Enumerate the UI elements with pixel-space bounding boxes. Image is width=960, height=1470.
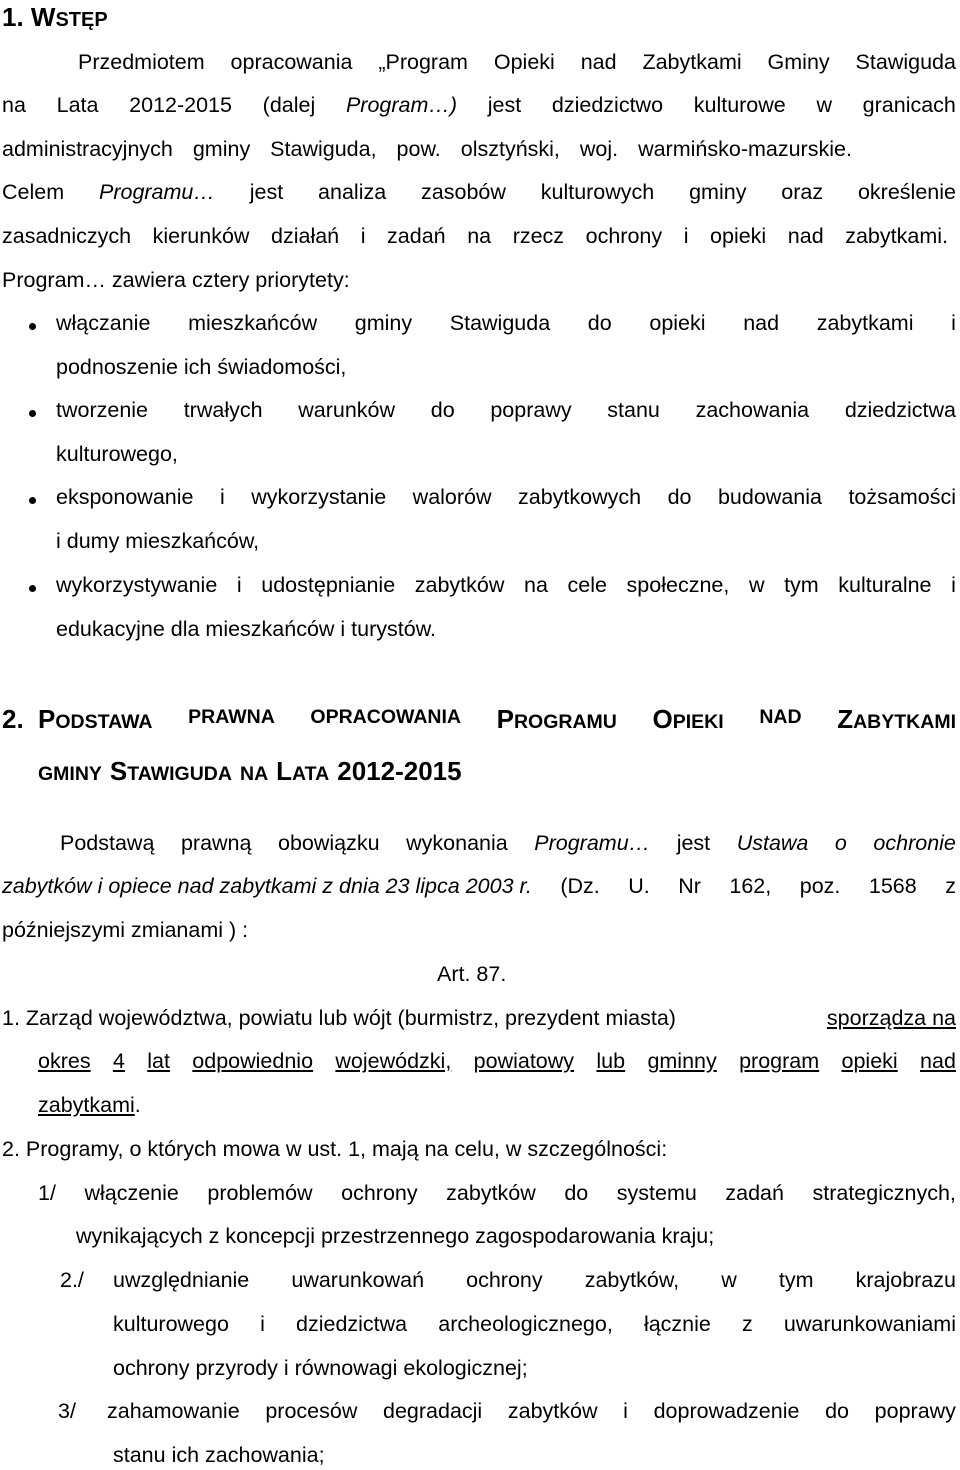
word: w xyxy=(721,1268,737,1292)
heading-word-rest: NAD xyxy=(759,706,802,728)
article-line xyxy=(38,1093,141,1118)
list-item-line xyxy=(113,1312,956,1337)
word: wykonania xyxy=(406,831,508,855)
word: opieki xyxy=(710,224,767,248)
word: 2012-2015 xyxy=(129,93,232,117)
list-item-line xyxy=(113,1443,325,1468)
word: zabytków xyxy=(446,1181,536,1205)
heading-word-rest: PRAWNA xyxy=(188,706,275,728)
article-text-underlined: zabytkami xyxy=(38,1093,135,1117)
word: społeczne, xyxy=(626,573,730,597)
word: i xyxy=(219,485,225,509)
word: do xyxy=(825,1399,850,1423)
section-1-title-initial: W xyxy=(30,2,56,32)
word: program xyxy=(739,1049,820,1073)
word: nad xyxy=(580,50,617,74)
word: działań xyxy=(271,224,340,248)
heading-word-rest: TAWIGUDA xyxy=(127,763,232,785)
word: kulturowego xyxy=(113,1312,229,1336)
paragraph-line xyxy=(60,831,956,856)
word: w xyxy=(816,93,832,117)
word: zachowania xyxy=(695,398,810,422)
word: 4 xyxy=(112,1049,125,1073)
word: do xyxy=(564,1181,589,1205)
bullet-line xyxy=(56,398,956,423)
word: obowiązku xyxy=(278,831,380,855)
word: oraz xyxy=(781,180,824,204)
word: dziedzictwo xyxy=(551,93,664,117)
bullet-line xyxy=(56,529,259,554)
heading-word-rest: OPRACOWANIA xyxy=(310,706,461,728)
word: powiatowy xyxy=(473,1049,575,1073)
word: Przedmiotem xyxy=(78,50,205,74)
heading-word-initial: Z xyxy=(837,704,854,734)
list-item-marker: 2./ xyxy=(60,1268,84,1292)
article-line xyxy=(2,1006,956,1031)
word: doprowadzenie xyxy=(653,1399,800,1423)
section-2-number: 2. xyxy=(2,704,24,734)
word: Stawiguda, xyxy=(270,137,377,161)
word: ochrony xyxy=(341,1181,418,1205)
word: Nr xyxy=(678,874,701,898)
word: budowania xyxy=(717,485,822,509)
word: w xyxy=(748,573,765,597)
word: eksponowanie xyxy=(56,485,194,509)
word: mieszkańców xyxy=(188,311,318,335)
word: odpowiednio xyxy=(192,1049,314,1073)
word: tożsamości xyxy=(848,485,956,509)
word: (dalej xyxy=(262,93,316,117)
word: uwzględnianie xyxy=(113,1268,250,1292)
bullet-line xyxy=(56,617,436,642)
word: z xyxy=(742,1312,753,1336)
heading-word xyxy=(240,761,268,785)
word: i xyxy=(236,573,242,597)
list-item-text: ochrony przyrody i równowagi ekologicznej; xyxy=(113,1356,528,1380)
word: Podstawą xyxy=(60,831,155,855)
word: Lata xyxy=(56,93,99,117)
word: na xyxy=(2,93,26,117)
word: do xyxy=(587,311,612,335)
word: zadań xyxy=(725,1181,784,1205)
word: systemu xyxy=(616,1181,697,1205)
word: walorów xyxy=(412,485,492,509)
paragraph-line xyxy=(2,180,956,205)
bullet-line xyxy=(56,442,178,467)
word: i xyxy=(623,1399,628,1423)
word: i xyxy=(360,224,366,248)
word: do xyxy=(667,485,692,509)
bullet-marker xyxy=(29,585,36,592)
heading-word xyxy=(38,761,102,785)
article-text-underlined: sporządza na xyxy=(826,1006,956,1030)
bullet-marker xyxy=(29,410,36,417)
word: Celem xyxy=(2,180,65,204)
word: i xyxy=(951,573,956,597)
word: jest xyxy=(487,93,522,117)
word: kulturalne xyxy=(838,573,932,597)
list-item-line xyxy=(76,1224,714,1249)
list-item-line xyxy=(107,1399,956,1424)
word: tworzenie xyxy=(56,398,149,422)
heading-word xyxy=(497,704,617,735)
heading-word xyxy=(38,704,152,735)
word: problemów xyxy=(207,1181,313,1205)
word: zabytków xyxy=(414,573,505,597)
word: nad xyxy=(743,311,780,335)
word: opracowania xyxy=(230,50,353,74)
word: zabytków xyxy=(507,1399,598,1423)
word: do xyxy=(430,398,455,422)
word: gminny xyxy=(647,1049,717,1073)
paragraph-line xyxy=(2,224,948,249)
word: na xyxy=(467,224,492,248)
word: Opieki xyxy=(493,50,555,74)
word: tym xyxy=(778,1268,814,1292)
word: na xyxy=(523,573,548,597)
word: o xyxy=(834,831,847,855)
word: degradacji xyxy=(383,1399,483,1423)
heading-word-initial: 2012-2015 xyxy=(337,756,462,786)
article-line xyxy=(2,1137,667,1162)
word: zabytkowych xyxy=(518,485,642,509)
article-text: 2. Programy, o których mowa w ust. 1, mają na celu, w szczególności: xyxy=(2,1137,668,1161)
word: olsztyński, xyxy=(460,137,560,161)
heading-word xyxy=(337,756,462,786)
paragraph-line xyxy=(2,137,852,162)
section-1-number: 1. xyxy=(2,2,24,32)
word: zabytków, xyxy=(584,1268,680,1292)
word: poz. xyxy=(799,874,841,898)
word: zadań xyxy=(387,224,446,248)
word: jest xyxy=(676,831,711,855)
word: prawną xyxy=(180,831,252,855)
bullet-marker xyxy=(29,323,36,330)
heading-word-rest: ABYTKAMI xyxy=(853,711,956,733)
heading-word-rest: ODSTAWA xyxy=(55,711,153,733)
word: krajobrazu xyxy=(855,1268,956,1292)
bullet-text: edukacyjne dla mieszkańców i turystów. xyxy=(56,617,437,641)
bullet-text: i dumy mieszkańców, xyxy=(56,529,260,553)
word: gminy xyxy=(354,311,413,335)
word: zahamowanie xyxy=(107,1399,240,1423)
word: woj. xyxy=(579,137,619,161)
word: okres xyxy=(38,1049,91,1073)
word: gminy xyxy=(689,180,747,204)
section-2-title-line xyxy=(38,756,462,787)
heading-word xyxy=(310,704,461,735)
word: procesów xyxy=(265,1399,358,1423)
word: ochronie xyxy=(873,831,956,855)
word: Programu… xyxy=(98,180,215,204)
word: włączenie xyxy=(84,1181,179,1205)
word: stanu xyxy=(607,398,660,422)
bullet-line xyxy=(56,355,346,380)
heading-word-rest: PIEKI xyxy=(672,711,724,733)
paragraph-line xyxy=(2,874,956,899)
list-item-line xyxy=(113,1356,528,1381)
heading-word xyxy=(759,704,801,735)
bullet-text: kulturowego, xyxy=(56,442,178,466)
paragraph-text: późniejszymi zmianami ) : xyxy=(2,918,249,942)
word: Program…) xyxy=(345,93,458,117)
heading-word-rest: ROGRAMU xyxy=(513,711,617,733)
word: kulturowych xyxy=(540,180,655,204)
word: ochrony xyxy=(466,1268,543,1292)
word: tym xyxy=(784,573,819,597)
word: i xyxy=(260,1312,265,1336)
heading-word-initial: L xyxy=(276,756,293,786)
paragraph-line xyxy=(2,918,248,943)
article-text: . xyxy=(134,1093,141,1117)
heading-word-initial: S xyxy=(109,756,128,786)
word: poprawy xyxy=(490,398,572,422)
word: trwałych xyxy=(183,398,263,422)
bullet-line xyxy=(56,573,956,598)
word: granicach xyxy=(862,93,956,117)
word: 1568 xyxy=(868,874,917,898)
article-heading: Art. 87. xyxy=(437,962,507,986)
word: U. xyxy=(628,874,650,898)
word: ochrony xyxy=(585,224,663,248)
word: kulturowe xyxy=(693,93,786,117)
word: lub xyxy=(596,1049,626,1073)
paragraph-line xyxy=(2,268,350,293)
word: Gminy xyxy=(767,50,830,74)
word: warunków xyxy=(298,398,396,422)
section-1-title-rest: STĘP xyxy=(55,9,108,31)
word: poprawy xyxy=(874,1399,956,1423)
word: Zabytkami xyxy=(642,50,742,74)
word: warmińsko-mazurskie. xyxy=(638,137,852,161)
word: „Program xyxy=(378,50,468,74)
word: nad xyxy=(920,1049,956,1073)
word: Ustawa xyxy=(736,831,809,855)
section-1-heading xyxy=(2,2,108,33)
word: zabytkami xyxy=(816,311,914,335)
word: dziedzictwa xyxy=(844,398,956,422)
word: uwarunkowań xyxy=(291,1268,425,1292)
word: zasadniczych xyxy=(2,224,132,248)
word: łącznie xyxy=(643,1312,711,1336)
word: 1/ xyxy=(38,1181,56,1205)
article-line xyxy=(38,1049,956,1074)
heading-word xyxy=(188,704,275,735)
bullet-line xyxy=(56,485,956,510)
word: zasobów xyxy=(421,180,506,204)
heading-word-initial: P xyxy=(496,704,514,734)
bullet-marker xyxy=(29,497,36,504)
word: określenie xyxy=(857,180,956,204)
word: (Dz. xyxy=(560,874,600,898)
list-item-text: stanu ich zachowania; xyxy=(113,1443,325,1467)
word: opieki xyxy=(841,1049,898,1073)
heading-word xyxy=(653,704,724,735)
word: archeologicznego, xyxy=(438,1312,613,1336)
word: jest xyxy=(249,180,284,204)
word: i xyxy=(951,311,956,335)
list-item-text: wynikających z koncepcji przestrzennego zagospodarowania kraju; xyxy=(76,1224,715,1248)
word: zabytków i opiece nad zabytkami z dnia 23 lipca 2003 r. xyxy=(2,874,532,898)
word: Stawiguda xyxy=(855,50,956,74)
word: cele xyxy=(567,573,607,597)
word: zabytkami. xyxy=(845,224,948,248)
bullet-text: podnoszenie ich świadomości, xyxy=(56,355,347,379)
section-2-title-line xyxy=(38,704,956,735)
heading-word xyxy=(109,756,232,786)
word: pow. xyxy=(396,137,441,161)
heading-word xyxy=(276,756,330,786)
priorities-intro: Program… zawiera cztery priorytety: xyxy=(2,268,350,292)
list-item-line xyxy=(38,1181,956,1206)
heading-word-rest: NA xyxy=(239,763,269,785)
article-text: 1. Zarząd województwa, powiatu lub wójt (burmistrz, prezydent miasta) xyxy=(2,1006,676,1030)
heading-word-initial: P xyxy=(38,704,56,734)
word: i xyxy=(683,224,689,248)
word: nad xyxy=(787,224,824,248)
list-item-marker: 3/ xyxy=(58,1399,76,1423)
word: gminy xyxy=(192,137,251,161)
word: analiza xyxy=(318,180,387,204)
word: rzecz xyxy=(512,224,565,248)
word: opieki xyxy=(649,311,706,335)
word: administracyjnych xyxy=(2,137,173,161)
word: udostępnianie xyxy=(261,573,396,597)
paragraph-line xyxy=(2,93,956,118)
word: dziedzictwa xyxy=(296,1312,408,1336)
list-item-line xyxy=(113,1268,956,1293)
bullet-line xyxy=(56,311,956,336)
word: wojewódzki, xyxy=(335,1049,452,1073)
word: wykorzystanie xyxy=(251,485,387,509)
paragraph-line xyxy=(78,50,956,75)
heading-word-rest: ATA xyxy=(292,763,330,785)
word: Stawiguda xyxy=(449,311,551,335)
heading-word-initial: O xyxy=(652,704,673,734)
word: strategicznych, xyxy=(812,1181,956,1205)
heading-word-rest: GMINY xyxy=(38,763,102,785)
word: włączanie xyxy=(56,311,151,335)
word: kierunków xyxy=(152,224,250,248)
word: lat xyxy=(147,1049,170,1073)
heading-word xyxy=(837,704,956,735)
word: Programu… xyxy=(534,831,651,855)
word: uwarunkowaniami xyxy=(783,1312,956,1336)
word: wykorzystywanie xyxy=(56,573,218,597)
word: z xyxy=(945,874,956,898)
word: 162, xyxy=(729,874,772,898)
